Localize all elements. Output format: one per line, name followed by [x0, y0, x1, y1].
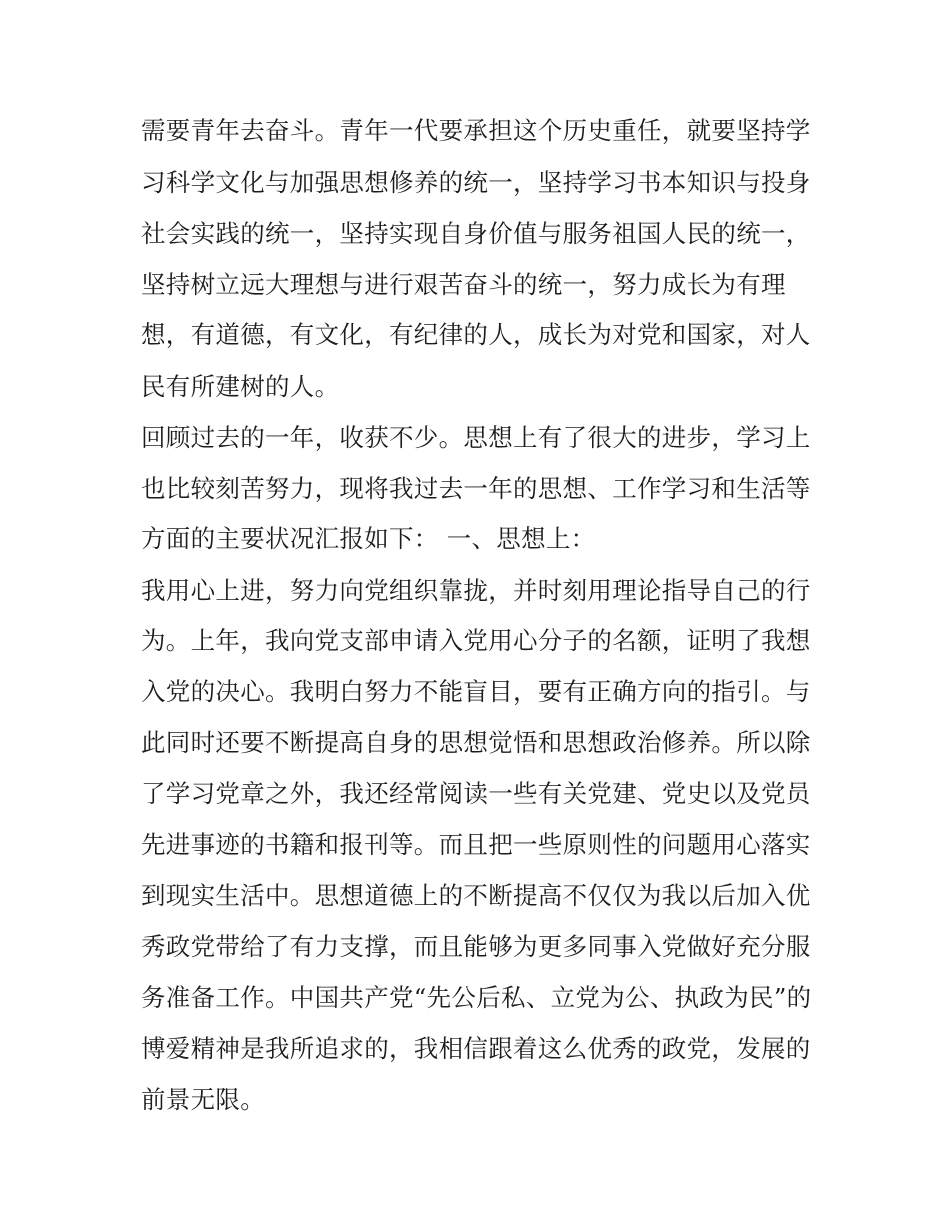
text-line: 需要青年去奋斗。青年一代要承担这个历史重任，就要坚持学 [141, 116, 811, 145]
text-line: 了学习党章之外，我还经常阅读一些有关党建、党史以及党员 [141, 779, 811, 808]
text-line: 务准备工作。中国共产党“先公后私、立党为公、执政为民”的 [141, 983, 812, 1012]
text-line: 回顾过去的一年，收获不少。思想上有了很大的进步，学习上 [141, 423, 811, 452]
text-line: 前景无限。 [141, 1085, 265, 1114]
text-line: 方面的主要状况汇报如下： 一、思想上： [141, 524, 596, 553]
text-line: 想，有道德，有文化，有纪律的人，成长为对党和国家，对人 [141, 320, 811, 349]
text-line: 也比较刻苦努力，现将我过去一年的思想、工作学习和生活等 [141, 474, 811, 503]
text-line: 到现实生活中。思想道德上的不断提高不仅仅为我以后加入优 [141, 881, 811, 910]
text-line: 入党的决心。我明白努力不能盲目，要有正确方向的指引。与 [141, 677, 811, 706]
text-line: 秀政党带给了有力支撑，而且能够为更多同事入党做好充分服 [141, 932, 811, 961]
text-line: 博爱精神是我所追求的，我相信跟着这么优秀的政党，发展的 [141, 1034, 811, 1063]
text-line: 社会实践的统一，坚持实现自身价值与服务祖国人民的统一， [141, 219, 811, 248]
text-line: 我用心上进，努力向党组织靠拢，并时刻用理论指导自己的行 [141, 576, 811, 605]
text-line: 为。上年，我向党支部申请入党用心分子的名额，证明了我想 [141, 626, 811, 655]
text-line: 习科学文化与加强思想修养的统一，坚持学习书本知识与投身 [141, 168, 811, 197]
text-line: 此同时还要不断提高自身的思想觉悟和思想政治修养。所以除 [141, 728, 811, 757]
text-line: 先进事迹的书籍和报刊等。而且把一些原则性的问题用心落实 [141, 830, 811, 859]
text-line: 坚持树立远大理想与进行艰苦奋斗的统一，努力成长为有理 [141, 270, 786, 299]
text-line: 民有所建树的人。 [141, 372, 340, 401]
